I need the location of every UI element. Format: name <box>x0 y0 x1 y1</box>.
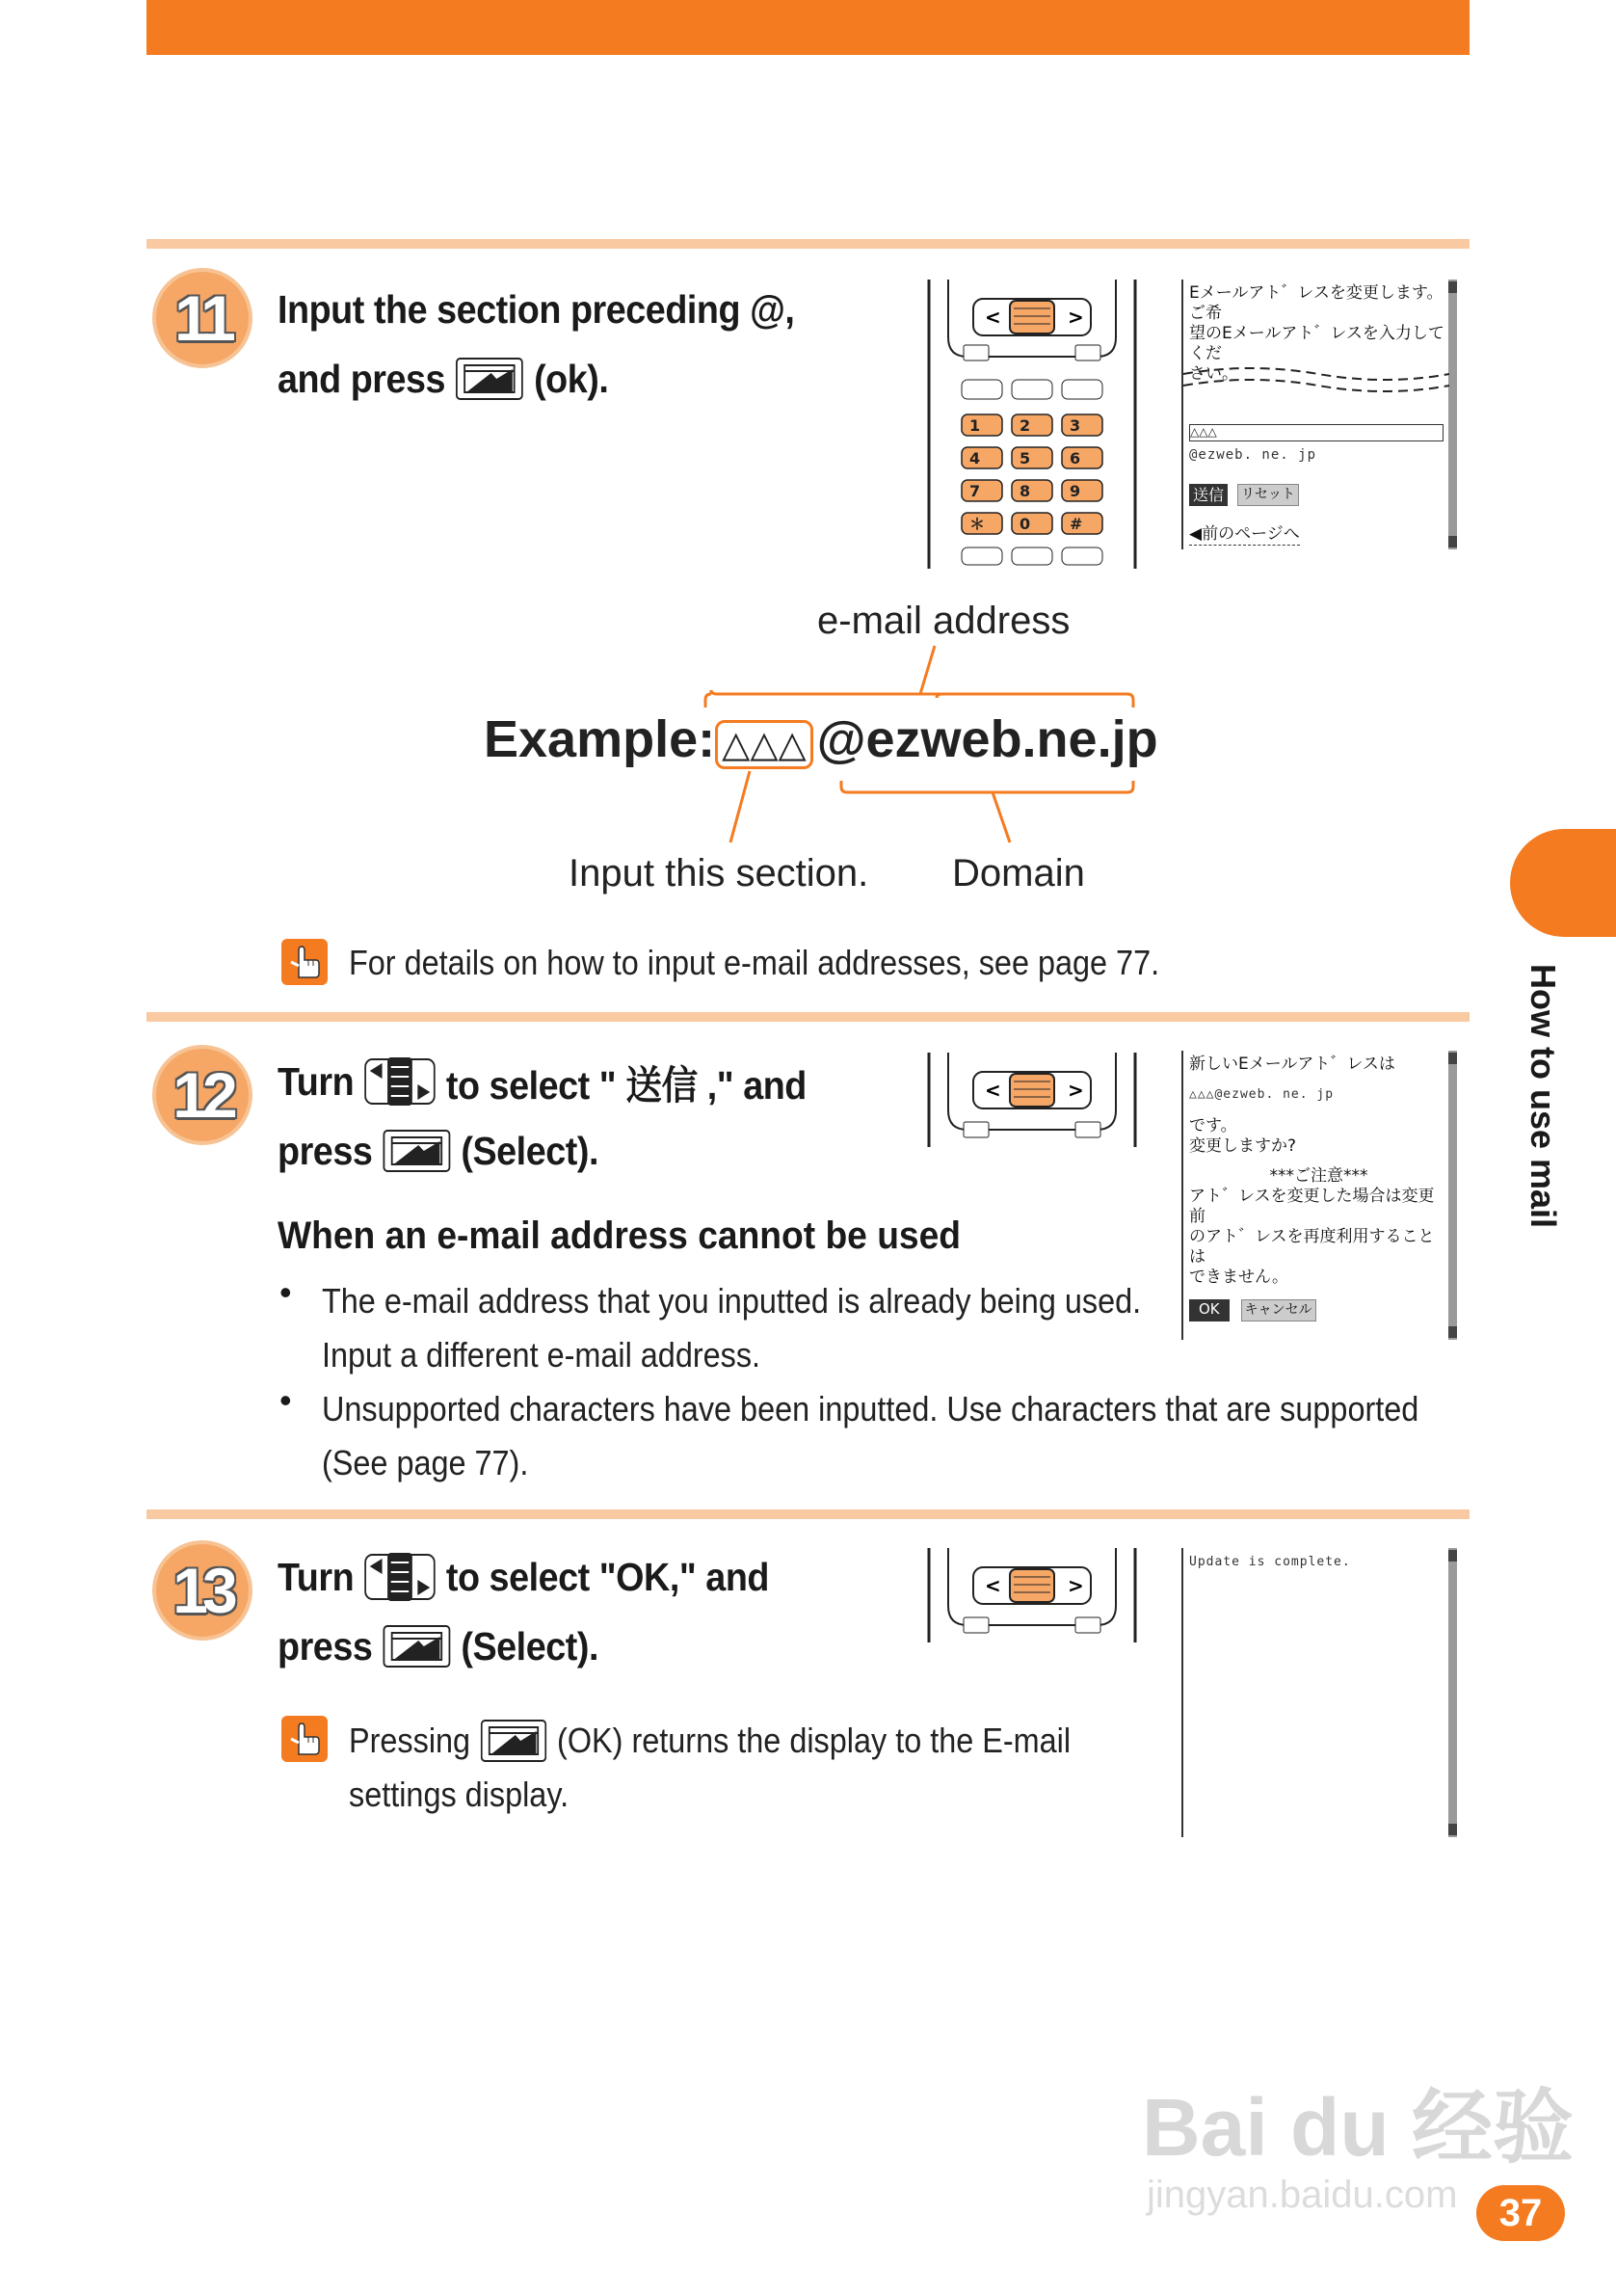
label-domain: Domain <box>952 852 1085 894</box>
header-bar <box>146 0 1470 55</box>
ok-button[interactable]: OK <box>1189 1299 1230 1322</box>
previous-page-link[interactable]: ◀前のページへ <box>1189 524 1300 544</box>
svg-text:>: > <box>1068 1079 1084 1102</box>
svg-text:>: > <box>1068 1574 1084 1597</box>
note-email-input: For details on how to input e-mail addresses, see page 77. <box>349 943 1160 982</box>
key-5: 5 <box>1020 449 1031 467</box>
key-star: ＊ <box>969 515 986 533</box>
label-input-section: Input this section. <box>569 852 869 894</box>
phone-dial-illustration <box>925 1548 1139 1650</box>
note-pressing-ok <box>349 1714 1071 1822</box>
scroll-down-icon <box>1448 1824 1457 1835</box>
center-key-icon <box>383 1130 450 1172</box>
key-6: 6 <box>1070 449 1081 467</box>
step-number-13: 13 <box>152 1540 252 1641</box>
bullet-text: Input a different e-mail address. <box>322 1335 761 1375</box>
screen-text-line: Eメールアト゛レスを変更します。ご希 <box>1189 283 1444 323</box>
scroll-up-icon <box>1448 281 1457 293</box>
step-11-and-press: and press <box>278 356 446 401</box>
step-12-line-1 <box>278 1047 807 1116</box>
svg-text:<: < <box>985 1574 1001 1597</box>
note-pressing: Pressing <box>349 1721 471 1760</box>
example-at-sign: @ <box>816 712 866 768</box>
label-email-address: e-mail address <box>817 600 1071 642</box>
chapter-side-tab <box>1510 829 1616 937</box>
screen-text-line: できません。 <box>1189 1268 1289 1287</box>
step-11-ok: (ok). <box>534 356 609 401</box>
key-4: 4 <box>969 449 981 467</box>
phone-dial-illustration <box>925 1053 1139 1155</box>
bullet-text: Unsupported characters have been inputted. Use characters that are supported <box>322 1389 1419 1428</box>
subheading-email-unusable: When an e-mail address cannot be used <box>278 1215 962 1257</box>
key-0: 0 <box>1020 515 1031 533</box>
scroll-down-icon <box>1448 1326 1457 1338</box>
send-button[interactable]: 送信 <box>1189 484 1228 506</box>
key-1: 1 <box>969 416 981 435</box>
screen-text-line: アト゛レスを変更した場合は変更前 <box>1189 1187 1435 1226</box>
screen-text-line: 新しいEメールアト゛レスは <box>1189 1055 1395 1074</box>
chapter-title-vertical: How to use mail <box>1523 964 1563 1229</box>
hint-hand-icon <box>281 939 328 985</box>
screen-text-line: 望のEメールアト゛レスを入力してくだ <box>1189 324 1444 363</box>
note-settings-display: settings display. <box>349 1775 570 1814</box>
scroll-down-icon <box>1448 536 1457 547</box>
screen-text-line: です。 <box>1189 1116 1237 1135</box>
key-2: 2 <box>1020 416 1031 435</box>
address-input-field[interactable]: △△△ <box>1189 424 1444 441</box>
step-13-line-2 <box>278 1612 769 1681</box>
step-13-press: press <box>278 1623 373 1669</box>
screen-address-line: △△△@ezweb. ne. jp <box>1189 1087 1335 1102</box>
section-divider <box>146 239 1470 249</box>
cancel-button[interactable]: キャンセル <box>1241 1299 1316 1322</box>
hint-hand-icon <box>281 1716 328 1762</box>
center-key-icon <box>383 1625 450 1668</box>
jog-dial-icon <box>364 1551 436 1603</box>
step-number-12: 12 <box>152 1045 252 1145</box>
baidu-watermark-url: jingyan.baidu.com <box>1147 2174 1458 2216</box>
page-number: 37 <box>1476 2185 1565 2241</box>
note-returns-display: (OK) returns the display to the E-mail <box>557 1721 1072 1760</box>
jog-dial-icon <box>364 1055 436 1108</box>
screen-caution-heading: ***ご注意*** <box>1269 1166 1368 1186</box>
phone-screen-change-address <box>1181 280 1457 549</box>
section-divider <box>146 1509 1470 1519</box>
bullet-dot: • <box>279 1380 292 1420</box>
bullet-item-already-used <box>322 1274 1141 1382</box>
key-7: 7 <box>969 482 981 500</box>
step-13-instructions <box>278 1542 769 1681</box>
bullet-text: The e-mail address that you inputted is already being used. <box>322 1281 1142 1321</box>
center-key-icon <box>456 358 523 400</box>
step-number-11: 11 <box>152 268 252 368</box>
screen-cut-mark <box>1183 364 1449 393</box>
example-domain: ezweb.ne.jp <box>865 710 1158 768</box>
svg-text:<: < <box>985 306 1001 329</box>
key-hash: # <box>1070 515 1083 533</box>
bullet-dot: • <box>279 1272 292 1312</box>
key-8: 8 <box>1020 482 1031 500</box>
step-12-select-label: (Select). <box>461 1128 598 1173</box>
step-13-select-label: (Select). <box>461 1623 598 1669</box>
step-13-line-1 <box>278 1542 769 1612</box>
step-11-line-1: Input the section preceding @, <box>278 286 795 332</box>
reset-button[interactable]: リセット <box>1237 484 1299 506</box>
phone-screen-update-complete <box>1181 1548 1457 1837</box>
step-12-select-send: to select " 送信 ," and <box>445 1062 807 1108</box>
step-13-select-ok: to select "OK," and <box>445 1554 769 1599</box>
step-11-instructions <box>278 275 794 414</box>
example-address <box>484 709 1158 769</box>
screen-text-line: さい。 <box>1189 364 1238 384</box>
example-prefix: Example: <box>484 710 716 768</box>
screen-text-line: 変更しますか? <box>1189 1136 1297 1156</box>
step-13-turn: Turn <box>278 1554 355 1599</box>
screen-update-text: Update is complete. <box>1189 1555 1351 1569</box>
example-local-part: △△△ <box>715 720 813 769</box>
phone-screen-confirm-change <box>1181 1051 1457 1340</box>
svg-text:<: < <box>985 1079 1001 1102</box>
scroll-up-icon <box>1448 1550 1457 1562</box>
step-11-line-2 <box>278 344 794 414</box>
screen-text-line: のアト゛レスを再度利用することは <box>1189 1227 1435 1267</box>
bullet-item-unsupported <box>322 1382 1418 1490</box>
baidu-watermark: Bai du 经验 <box>1142 2082 1575 2173</box>
step-12-turn: Turn <box>278 1058 355 1104</box>
phone-keypad-illustration <box>925 280 1139 576</box>
domain-text: @ezweb. ne. jp <box>1189 447 1317 463</box>
center-key-icon <box>481 1720 546 1762</box>
step-12-line-2 <box>278 1116 807 1186</box>
step-12-instructions <box>278 1047 807 1186</box>
section-divider <box>146 1012 1470 1022</box>
bullet-text: (See page 77). <box>322 1443 529 1482</box>
scroll-up-icon <box>1448 1053 1457 1064</box>
key-9: 9 <box>1070 482 1081 500</box>
step-12-press: press <box>278 1128 373 1173</box>
svg-text:>: > <box>1068 306 1084 329</box>
key-3: 3 <box>1070 416 1081 435</box>
